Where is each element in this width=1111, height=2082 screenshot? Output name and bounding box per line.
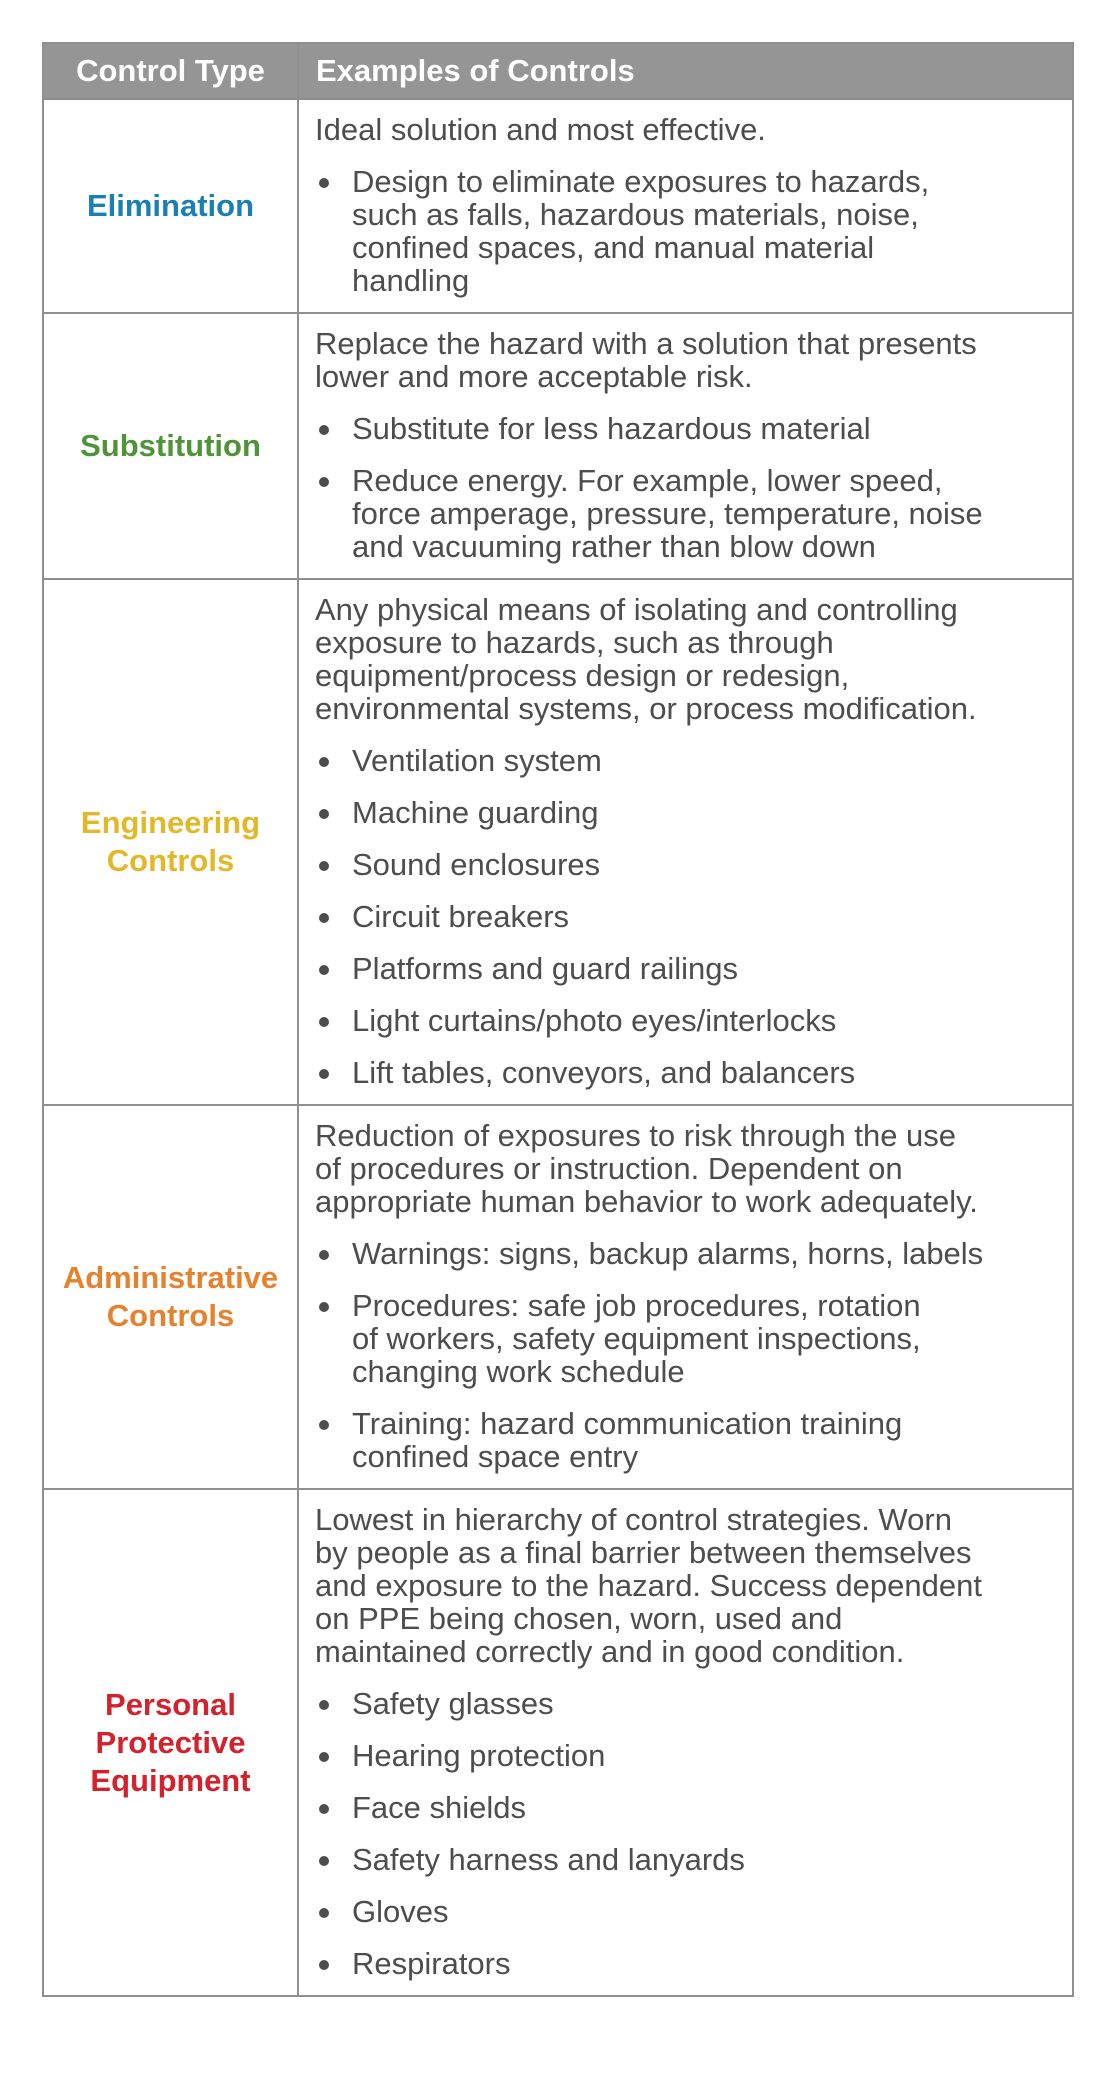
control-type-label: Administrative bbox=[62, 1260, 279, 1295]
example-list-item bbox=[315, 1237, 1058, 1270]
example-text-line: handling bbox=[352, 263, 470, 298]
example-text-line: Procedures: safe job procedures, rotation bbox=[352, 1288, 921, 1323]
example-list-item bbox=[315, 165, 1058, 297]
example-list-item bbox=[315, 796, 1058, 829]
example-list bbox=[315, 412, 1058, 563]
example-list-item bbox=[315, 1791, 1058, 1824]
control-type-cell bbox=[43, 99, 298, 313]
header-examples-of-controls: Examples of Controls bbox=[298, 43, 1073, 99]
description-line: exposure to hazards, such as through bbox=[315, 625, 834, 660]
control-type-label: Controls bbox=[106, 1298, 235, 1333]
example-list-item bbox=[315, 1739, 1058, 1772]
example-text-line: such as falls, hazardous materials, noise, bbox=[352, 197, 919, 232]
description-line: by people as a final barrier between themselves bbox=[315, 1535, 972, 1570]
control-type-label: Elimination bbox=[86, 188, 255, 223]
table-header bbox=[43, 43, 1073, 99]
description-line: appropriate human behavior to work adequately. bbox=[315, 1184, 978, 1219]
example-list-item bbox=[315, 412, 1058, 445]
example-list-item bbox=[315, 1947, 1058, 1980]
description-line: Any physical means of isolating and controlling bbox=[315, 592, 958, 627]
description-line: of procedures or instruction. Dependent on bbox=[315, 1151, 903, 1186]
example-list-item bbox=[315, 1004, 1058, 1037]
example-text-line: Substitute for less hazardous material bbox=[352, 411, 871, 446]
hierarchy-of-controls-table bbox=[42, 42, 1074, 1997]
control-description bbox=[315, 113, 1058, 146]
example-text-line: Circuit breakers bbox=[352, 899, 570, 934]
control-description bbox=[315, 1503, 1058, 1668]
example-list-item bbox=[315, 900, 1058, 933]
example-list-item bbox=[315, 952, 1058, 985]
table-row bbox=[43, 313, 1073, 579]
header-row bbox=[43, 43, 1073, 99]
header-control-type: Control Type bbox=[43, 43, 298, 99]
example-text-line: Training: hazard communication training bbox=[352, 1406, 903, 1441]
example-text-line: confined spaces, and manual material bbox=[352, 230, 875, 265]
control-type-cell bbox=[43, 1489, 298, 1996]
control-description bbox=[315, 593, 1058, 725]
control-type-label: Protective bbox=[95, 1724, 246, 1760]
control-description bbox=[315, 1119, 1058, 1218]
example-list bbox=[315, 744, 1058, 1089]
description-line: lower and more acceptable risk. bbox=[315, 359, 753, 394]
example-list-item bbox=[315, 1687, 1058, 1720]
table-row bbox=[43, 99, 1073, 313]
example-text-line: of workers, safety equipment inspections, bbox=[352, 1321, 921, 1356]
example-text-line: Ventilation system bbox=[352, 743, 602, 778]
example-list-item bbox=[315, 464, 1058, 563]
example-list bbox=[315, 165, 1058, 297]
example-text-line: Reduce energy. For example, lower speed, bbox=[352, 463, 943, 498]
description-line: Ideal solution and most effective. bbox=[315, 112, 766, 147]
example-list-item bbox=[315, 1843, 1058, 1876]
example-text-line: changing work schedule bbox=[352, 1354, 685, 1389]
table-row bbox=[43, 1489, 1073, 1996]
control-type-cell bbox=[43, 579, 298, 1105]
description-line: and exposure to the hazard. Success dependent bbox=[315, 1568, 982, 1603]
example-text-line: Face shields bbox=[352, 1790, 527, 1825]
description-line: equipment/process design or redesign, bbox=[315, 658, 850, 693]
example-text-line: Hearing protection bbox=[352, 1738, 606, 1773]
description-line: Replace the hazard with a solution that presents bbox=[315, 326, 977, 361]
example-list-item bbox=[315, 1289, 1058, 1388]
example-list-item bbox=[315, 1056, 1058, 1089]
example-list-item bbox=[315, 848, 1058, 881]
example-list-item bbox=[315, 1895, 1058, 1928]
table-row bbox=[43, 579, 1073, 1105]
example-text-line: Design to eliminate exposures to hazards, bbox=[352, 164, 930, 199]
control-type-label: Substitution bbox=[80, 428, 261, 463]
examples-cell bbox=[298, 1489, 1073, 1996]
example-text-line: Sound enclosures bbox=[352, 847, 601, 882]
example-text-line: Platforms and guard railings bbox=[352, 951, 738, 986]
example-text-line: Machine guarding bbox=[352, 795, 599, 830]
example-text-line: force amperage, pressure, temperature, noise bbox=[352, 496, 983, 531]
example-text-line: Safety glasses bbox=[352, 1686, 554, 1721]
examples-cell bbox=[298, 313, 1073, 579]
control-type-cell bbox=[43, 313, 298, 579]
control-description bbox=[315, 327, 1058, 393]
description-line: maintained correctly and in good condition. bbox=[315, 1634, 905, 1669]
example-text-line: Light curtains/photo eyes/interlocks bbox=[352, 1003, 837, 1038]
example-list bbox=[315, 1687, 1058, 1980]
description-line: on PPE being chosen, worn, used and bbox=[315, 1601, 843, 1636]
description-line: environmental systems, or process modification. bbox=[315, 691, 977, 726]
examples-cell bbox=[298, 1105, 1073, 1489]
example-list-item bbox=[315, 744, 1058, 777]
example-text-line: and vacuuming rather than blow down bbox=[352, 529, 876, 564]
examples-cell bbox=[298, 99, 1073, 313]
description-line: Reduction of exposures to risk through the use bbox=[315, 1118, 957, 1153]
example-text-line: Safety harness and lanyards bbox=[352, 1842, 745, 1877]
table-body bbox=[43, 99, 1073, 1996]
control-type-label: Personal bbox=[105, 1686, 236, 1722]
example-list bbox=[315, 1237, 1058, 1473]
example-text-line: Lift tables, conveyors, and balancers bbox=[352, 1055, 856, 1090]
control-type-label: Equipment bbox=[90, 1762, 251, 1798]
example-list-item bbox=[315, 1407, 1058, 1473]
example-text-line: confined space entry bbox=[352, 1439, 639, 1474]
example-text-line: Respirators bbox=[352, 1946, 511, 1981]
control-type-cell bbox=[43, 1105, 298, 1489]
example-text-line: Warnings: signs, backup alarms, horns, labels bbox=[352, 1236, 984, 1271]
table-row bbox=[43, 1105, 1073, 1489]
example-text-line: Gloves bbox=[352, 1894, 449, 1929]
examples-cell bbox=[298, 579, 1073, 1105]
control-type-label: Controls bbox=[106, 843, 235, 878]
control-type-label: Engineering bbox=[80, 805, 261, 840]
description-line: Lowest in hierarchy of control strategies. Worn bbox=[315, 1502, 952, 1537]
